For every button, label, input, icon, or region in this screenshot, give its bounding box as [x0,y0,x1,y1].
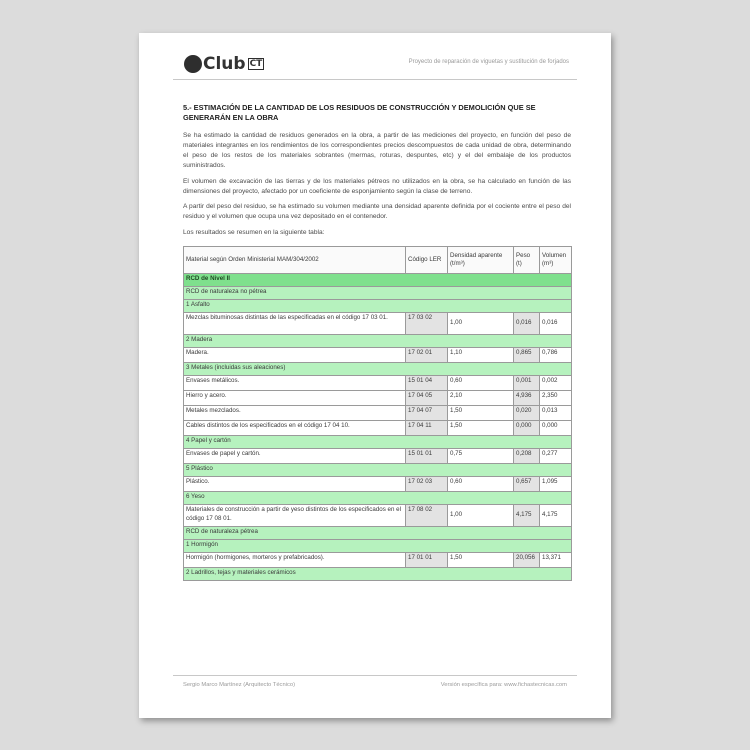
category-label: 2 Madera [184,335,572,348]
weight-cell: 0,865 [514,348,540,363]
material-cell: Plástico. [184,477,406,492]
document-page [139,33,611,718]
code-cell: 17 01 01 [406,553,448,568]
material-cell: Mezclas bituminosas distintas de las especificadas en el código 17 03 01. [184,313,406,335]
header-volume: Volumen (m³) [540,247,572,274]
density-cell: 1,00 [448,505,514,527]
paragraph-4: Los resultados se resumen en la siguiente tabla: [183,229,325,237]
volume-cell: 2,350 [540,391,572,406]
volume-cell: 4,175 [540,505,572,527]
weight-cell: 0,657 [514,477,540,492]
table-header-row [184,247,572,274]
volume-cell: 0,013 [540,406,572,421]
paragraph-3: A partir del peso del residuo, se ha estimado su volumen mediante una densidad aparente definida por el cociente entre el peso del residuo y el volumen que ocupa una vez depositado en el contenedor. [183,203,571,221]
density-cell: 0,60 [448,376,514,391]
weight-cell: 4,175 [514,505,540,527]
material-cell: Hierro y acero. [184,391,406,406]
header-project-title: Proyecto de reparación de viguetas y sustitución de forjados [408,59,569,65]
footer-author: Sergio Marco Martínez (Arquitecto Técnico) [183,682,296,688]
density-cell: 1,10 [448,348,514,363]
density-cell: 2,10 [448,391,514,406]
code-cell: 17 04 05 [406,391,448,406]
category-label: RCD de Nivel II [184,274,572,287]
category-row [184,540,572,553]
logo-tag: CT [249,59,263,69]
volume-cell: 0,002 [540,376,572,391]
weight-cell: 0,000 [514,421,540,436]
density-cell: 1,50 [448,553,514,568]
paragraph-1: Se ha estimado la cantidad de residuos generados en la obra, a partir de las mediciones del proyecto, en función del peso de materiales integrantes en los rendimientos de los correspondientes precios descompuestos de cada unidad de obra, determinando el peso de los restos de los materiales sobrantes (mermas, roturas, despuntes, etc) y el del embalaje de los productos suministrados. [183,132,571,169]
table-row [184,553,572,568]
category-row [184,568,572,581]
category-row [184,363,572,376]
main-content [183,103,571,581]
material-cell: Cables distintos de los especificados en el código 17 04 10. [184,421,406,436]
code-cell: 15 01 01 [406,449,448,464]
category-row [184,287,572,300]
logo-text: Club [203,54,246,74]
density-cell: 0,75 [448,449,514,464]
code-cell: 17 03 02 [406,313,448,335]
category-row [184,335,572,348]
category-row [184,300,572,313]
logo-circle-icon [184,55,202,73]
category-row [184,436,572,449]
header-material: Material según Orden Ministerial MAM/304/2002 [184,247,406,274]
weight-cell: 0,001 [514,376,540,391]
category-label: 1 Asfalto [184,300,572,313]
code-cell: 17 04 11 [406,421,448,436]
material-cell: Hormigón (hormigones, morteros y prefabricados). [184,553,406,568]
header-code: Código LER [406,247,448,274]
code-cell: 17 02 03 [406,477,448,492]
material-cell: Envases metálicos. [184,376,406,391]
volume-cell: 13,371 [540,553,572,568]
section-title: 5.- ESTIMACIÓN DE LA CANTIDAD DE LOS RESIDUOS DE CONSTRUCCIÓN Y DEMOLICIÓN QUE SE GENERARÁN EN LA OBRA [183,103,536,122]
table-row [184,421,572,436]
material-cell: Metales mezclados. [184,406,406,421]
header-divider [173,79,577,80]
header-weight: Peso (t) [514,247,540,274]
weight-cell: 0,020 [514,406,540,421]
density-cell: 1,50 [448,406,514,421]
material-cell: Envases de papel y cartón. [184,449,406,464]
density-cell: 1,50 [448,421,514,436]
category-label: 4 Papel y cartón [184,436,572,449]
table-row [184,348,572,363]
code-cell: 17 08 02 [406,505,448,527]
table-row [184,376,572,391]
category-row [184,274,572,287]
category-label: 5 Plástico [184,464,572,477]
weight-cell: 0,016 [514,313,540,335]
weight-cell: 20,056 [514,553,540,568]
table-row [184,406,572,421]
table-row [184,449,572,464]
code-cell: 17 04 07 [406,406,448,421]
table-row [184,477,572,492]
category-row [184,464,572,477]
category-row [184,492,572,505]
material-cell: Materiales de construcción a partir de yeso distintos de los especificados en el código 17 08 01. [184,505,406,527]
category-label: 6 Yeso [184,492,572,505]
page-header [139,33,611,95]
waste-table [183,246,572,581]
category-label: 1 Hormigón [184,540,572,553]
volume-cell: 0,000 [540,421,572,436]
category-label: 2 Ladrillos, tejas y materiales cerámicos [184,568,572,581]
volume-cell: 0,277 [540,449,572,464]
paragraph-2: El volumen de excavación de las tierras y de los materiales pétreos no utilizados en la obra, se ha calculado en función de las dimensiones del proyecto, afectado por un coeficiente de esponjamiento según la clase de terreno. [183,177,571,195]
footer-divider [173,675,577,676]
weight-cell: 4,936 [514,391,540,406]
table-row [184,391,572,406]
category-row [184,527,572,540]
density-cell: 0,60 [448,477,514,492]
density-cell: 1,00 [448,313,514,335]
table-row [184,505,572,527]
table-row [184,313,572,335]
footer-version: Versión específica para: www.fichastecnicas.com [440,682,567,688]
volume-cell: 0,786 [540,348,572,363]
volume-cell: 0,016 [540,313,572,335]
category-label: 3 Metales (incluidas sus aleaciones) [184,363,572,376]
code-cell: 15 01 04 [406,376,448,391]
weight-cell: 0,208 [514,449,540,464]
header-density: Densidad aparente (t/m³) [448,247,514,274]
volume-cell: 1,095 [540,477,572,492]
material-cell: Madera. [184,348,406,363]
category-label: RCD de naturaleza pétrea [184,527,572,540]
category-label: RCD de naturaleza no pétrea [184,287,572,300]
code-cell: 17 02 01 [406,348,448,363]
clubct-logo [184,53,264,75]
